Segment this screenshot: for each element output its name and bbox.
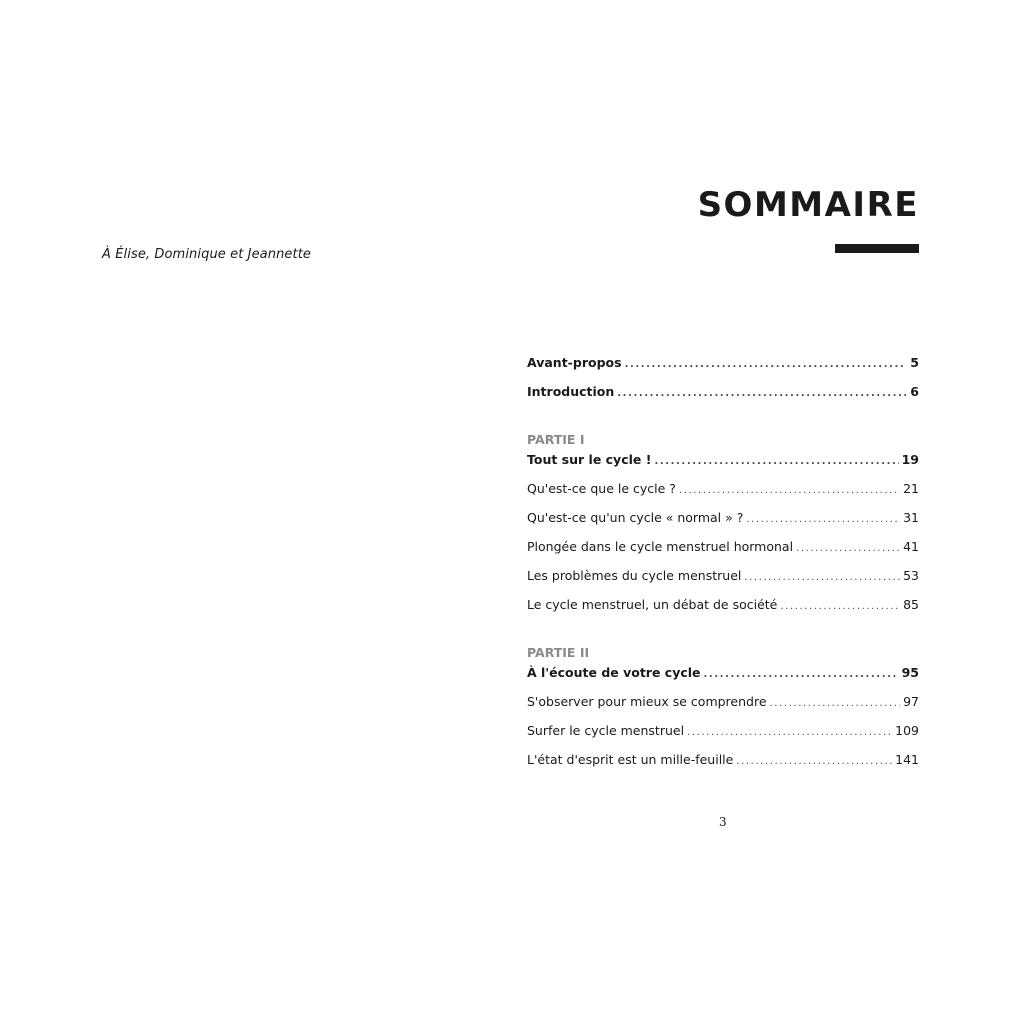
dot-leader	[736, 751, 892, 773]
dot-leader	[744, 567, 900, 589]
dot-leader	[796, 538, 900, 560]
toc-entry-label: Qu'est-ce qu'un cycle « normal » ?	[527, 510, 744, 525]
toc-entry-page: 5	[910, 355, 919, 370]
toc-chapter[interactable]	[527, 507, 919, 536]
dot-leader	[746, 509, 900, 531]
toc-entry-page: 97	[903, 694, 919, 709]
toc-entry-page: 31	[903, 510, 919, 525]
dedication: À Élise, Dominique et Jeannette	[102, 247, 312, 262]
dot-leader	[770, 693, 901, 715]
dot-leader	[654, 451, 898, 473]
dot-leader	[687, 722, 892, 744]
toc-entry-label: À l'écoute de votre cycle	[527, 665, 701, 680]
toc-entry-page: 141	[895, 752, 919, 767]
dot-leader	[625, 354, 906, 376]
toc-entry-label: S'observer pour mieux se comprendre	[527, 694, 767, 709]
dot-leader	[780, 596, 900, 618]
toc-entry-label: L'état d'esprit est un mille-feuille	[527, 752, 734, 767]
toc-entry-page: 95	[901, 665, 919, 680]
toc-entry-page: 21	[903, 481, 919, 496]
part-label-1: PARTIE I	[527, 432, 585, 447]
toc-entry-label: Avant-propos	[527, 355, 622, 370]
page-title: SOMMAIRE	[697, 185, 919, 225]
toc-entry-page: 41	[903, 539, 919, 554]
part-label-2: PARTIE II	[527, 645, 590, 660]
toc-entry-page: 85	[903, 597, 919, 612]
toc-chapter[interactable]	[527, 691, 919, 720]
toc-chapter[interactable]	[527, 478, 919, 507]
toc-entry-label: Surfer le cycle menstruel	[527, 723, 685, 738]
table-of-contents	[527, 352, 919, 778]
toc-part-title-2[interactable]	[527, 662, 919, 691]
toc-entry-label: Plongée dans le cycle menstruel hormonal	[527, 539, 794, 554]
toc-chapter[interactable]	[527, 720, 919, 749]
toc-entry-label: Les problèmes du cycle menstruel	[527, 568, 742, 583]
section-spacer	[527, 410, 919, 430]
toc-entry-page: 109	[895, 723, 919, 738]
dot-leader	[617, 383, 906, 405]
toc-part-title-1[interactable]	[527, 449, 919, 478]
toc-entry-label: Qu'est-ce que le cycle ?	[527, 481, 676, 496]
toc-chapter[interactable]	[527, 594, 919, 623]
toc-entry-page: 53	[903, 568, 919, 583]
toc-entry-introduction[interactable]	[527, 381, 919, 410]
dot-leader	[704, 664, 899, 686]
section-spacer	[527, 623, 919, 643]
toc-entry-page: 19	[901, 452, 919, 467]
toc-chapter[interactable]	[527, 565, 919, 594]
toc-entry-label: Le cycle menstruel, un débat de société	[527, 597, 778, 612]
toc-entry-label: Tout sur le cycle !	[527, 452, 652, 467]
toc-entry-page: 6	[910, 384, 919, 399]
title-underline-bar	[835, 244, 919, 253]
toc-chapter[interactable]	[527, 536, 919, 565]
toc-entry-avant-propos[interactable]	[527, 352, 919, 381]
dot-leader	[679, 480, 900, 502]
toc-chapter[interactable]	[527, 749, 919, 778]
page-number: 3	[719, 815, 727, 829]
toc-entry-label: Introduction	[527, 384, 615, 399]
